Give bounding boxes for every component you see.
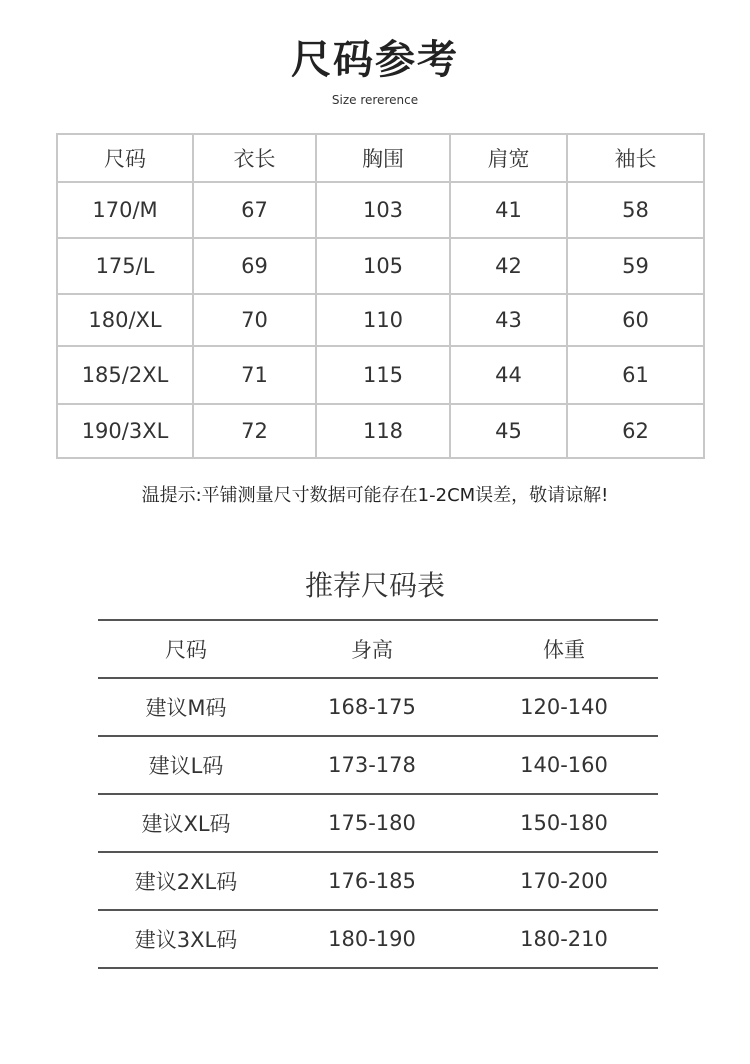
- table-row: [98, 851, 658, 909]
- table-row: [98, 909, 658, 969]
- column-header: 袖长: [567, 134, 704, 182]
- size-reference-table: [56, 133, 705, 459]
- measurement-note: 温提示:平铺测量尺寸数据可能存在1-2CM误差，敬请谅解!: [141, 485, 609, 506]
- table-cell: 建议3XL码: [134, 928, 238, 952]
- recommend-title: 推荐尺码表: [304, 569, 445, 602]
- table-cell: 170-200: [520, 869, 608, 893]
- table-cell: 150-180: [520, 811, 608, 835]
- table-header-row: [57, 134, 704, 182]
- table-cell: 41: [450, 182, 567, 238]
- table-cell: 175/L: [57, 238, 193, 294]
- table-cell: 168-175: [328, 695, 416, 719]
- table-row: [57, 346, 704, 404]
- table-row: [57, 238, 704, 294]
- table-cell: 175-180: [328, 811, 416, 835]
- table-cell: 120-140: [520, 695, 608, 719]
- table-row: [57, 294, 704, 346]
- table-cell: 105: [316, 238, 450, 294]
- table-cell: 62: [567, 404, 704, 458]
- table-cell: 185/2XL: [57, 346, 193, 404]
- table-cell: 70: [193, 294, 316, 346]
- column-header: 尺码: [57, 134, 193, 182]
- table-row: [57, 182, 704, 238]
- table-cell: 176-185: [328, 869, 416, 893]
- table-cell: 69: [193, 238, 316, 294]
- table-cell: 45: [450, 404, 567, 458]
- table-cell: 58: [567, 182, 704, 238]
- table-cell: 建议2XL码: [134, 870, 238, 894]
- table-row: [98, 735, 658, 793]
- table-cell: 103: [316, 182, 450, 238]
- table-cell: 59: [567, 238, 704, 294]
- table-cell: 44: [450, 346, 567, 404]
- column-header: 体重: [543, 638, 585, 662]
- table-row: [98, 677, 658, 735]
- table-cell: 180-210: [520, 927, 608, 951]
- table-row: [57, 404, 704, 458]
- table-cell: 42: [450, 238, 567, 294]
- table-cell: 170/M: [57, 182, 193, 238]
- table-row: [98, 793, 658, 851]
- table-cell: 115: [316, 346, 450, 404]
- table-cell: 建议XL码: [141, 812, 231, 836]
- table-cell: 建议L码: [148, 754, 224, 778]
- table-cell: 173-178: [328, 753, 416, 777]
- column-header: 衣长: [193, 134, 316, 182]
- table-cell: 67: [193, 182, 316, 238]
- table-cell: 建议M码: [145, 696, 227, 720]
- table-cell: 60: [567, 294, 704, 346]
- table-cell: 180-190: [328, 927, 416, 951]
- table-cell: 190/3XL: [57, 404, 193, 458]
- table-header-row: [98, 619, 658, 677]
- table-cell: 140-160: [520, 753, 608, 777]
- column-header: 身高: [351, 638, 393, 662]
- table-cell: 72: [193, 404, 316, 458]
- column-header: 尺码: [165, 638, 207, 662]
- page-subtitle: Size rererence: [331, 93, 419, 107]
- table-cell: 71: [193, 346, 316, 404]
- column-header: 肩宽: [450, 134, 567, 182]
- page-title: 尺码参考: [291, 37, 459, 83]
- recommended-size-table: [98, 619, 658, 969]
- table-cell: 180/XL: [57, 294, 193, 346]
- table-cell: 110: [316, 294, 450, 346]
- column-header: 胸围: [316, 134, 450, 182]
- table-cell: 43: [450, 294, 567, 346]
- table-cell: 61: [567, 346, 704, 404]
- table-cell: 118: [316, 404, 450, 458]
